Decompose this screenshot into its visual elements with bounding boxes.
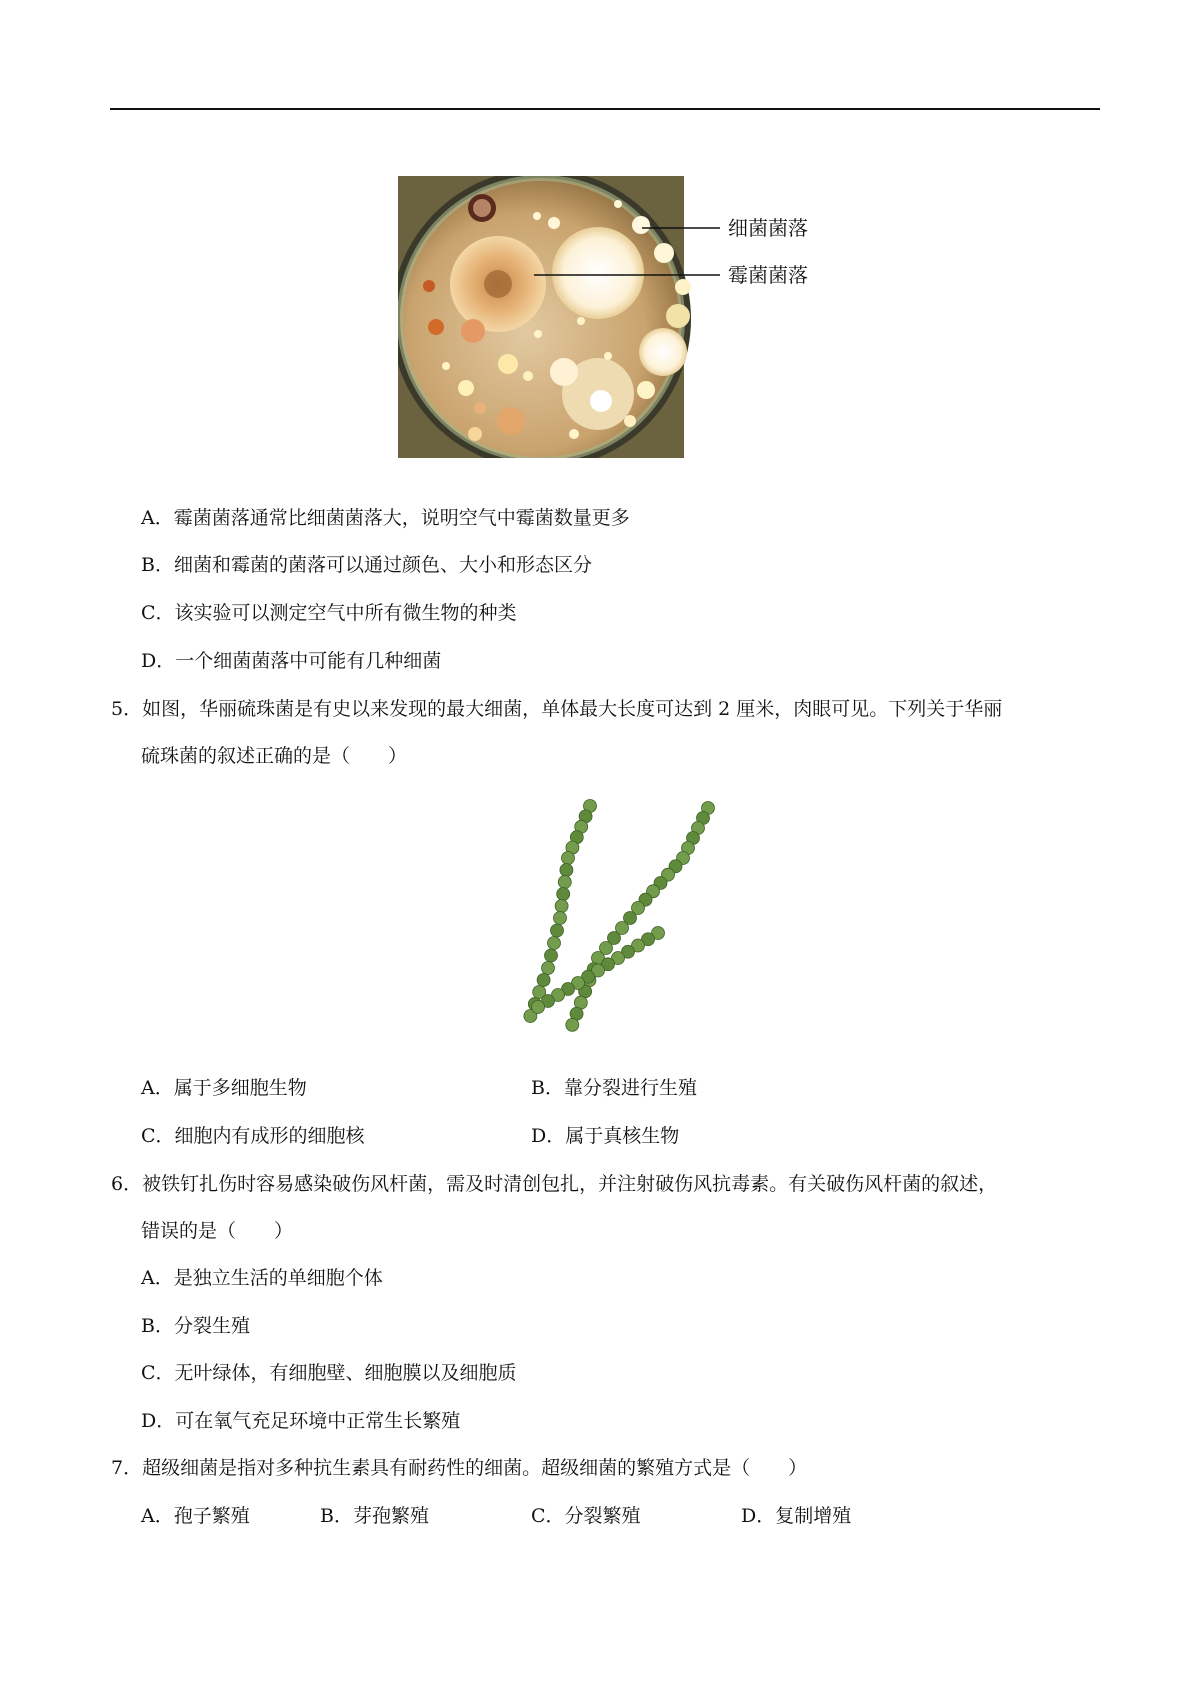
q5-option-d: D．属于真核生物 bbox=[531, 1125, 680, 1147]
q7-option-c: C．分裂繁殖 bbox=[531, 1505, 641, 1527]
q6-option-d: D．可在氧气充足环境中正常生长繁殖 bbox=[141, 1410, 461, 1432]
bacterium-cell bbox=[566, 1018, 579, 1031]
mold-colony-label: 霉菌菌落 bbox=[728, 263, 808, 287]
q7-stem: 7．超级细菌是指对多种抗生素具有耐药性的细菌。超级细菌的繁殖方式是（ ） bbox=[111, 1457, 808, 1479]
q5-option-b: B．靠分裂进行生殖 bbox=[531, 1077, 697, 1099]
q6-option-b: B．分裂生殖 bbox=[141, 1315, 250, 1337]
q5-stem-line2: 硫珠菌的叙述正确的是（ ） bbox=[141, 745, 408, 767]
sulfur-pearl-bacteria-figure bbox=[508, 798, 734, 1040]
q4-option-d: D．一个细菌菌落中可能有几种细菌 bbox=[141, 650, 442, 672]
q6-stem-line1: 6．被铁钉扎伤时容易感染破伤风杆菌，需及时清创包扎，并注射破伤风抗毒素。有关破伤风杆菌的叙述， bbox=[111, 1173, 998, 1195]
bacterium-cell bbox=[557, 888, 570, 901]
bacterium-cell bbox=[532, 1001, 545, 1014]
q4-option-b: B．细菌和霉菌的菌落可以通过颜色、大小和形态区分 bbox=[141, 554, 592, 576]
q6-stem-line2: 错误的是（ ） bbox=[141, 1220, 294, 1242]
bacteria-colony-label: 细菌菌落 bbox=[728, 216, 808, 240]
bacterium-cell bbox=[545, 949, 558, 962]
q4-option-a: A．霉菌菌落通常比细菌菌落大，说明空气中霉菌数量更多 bbox=[141, 507, 630, 529]
q7-option-a: A．孢子繁殖 bbox=[141, 1505, 250, 1527]
q5-stem-line1: 5．如图，华丽硫珠菌是有史以来发现的最大细菌，单体最大长度可达到 2 厘米，肉眼可见。下列关于华丽 bbox=[111, 698, 1003, 720]
bacterium-cell bbox=[558, 876, 571, 889]
bacterium-cell bbox=[542, 962, 555, 975]
bacterium-cell bbox=[548, 937, 561, 950]
q5-option-a: A．属于多细胞生物 bbox=[141, 1077, 307, 1099]
q4-option-c: C．该实验可以测定空气中所有微生物的种类 bbox=[141, 602, 517, 624]
bacterium-cell bbox=[562, 852, 575, 865]
q6-option-a: A．是独立生活的单细胞个体 bbox=[141, 1267, 383, 1289]
q6-option-c: C．无叶绿体，有细胞壁、细胞膜以及细胞质 bbox=[141, 1362, 517, 1384]
bacterium-cell bbox=[560, 864, 573, 877]
bacterium-cell bbox=[555, 900, 568, 913]
petri-dish-figure bbox=[398, 176, 868, 458]
bacterium-cell bbox=[537, 974, 550, 987]
bacterium-cell bbox=[554, 912, 567, 925]
q7-option-d: D．复制增殖 bbox=[741, 1505, 852, 1527]
bacterium-cell bbox=[551, 924, 564, 937]
q5-option-c: C．细胞内有成形的细胞核 bbox=[141, 1125, 365, 1147]
header-rule bbox=[110, 108, 1100, 110]
q7-option-b: B．芽孢繁殖 bbox=[320, 1505, 429, 1527]
